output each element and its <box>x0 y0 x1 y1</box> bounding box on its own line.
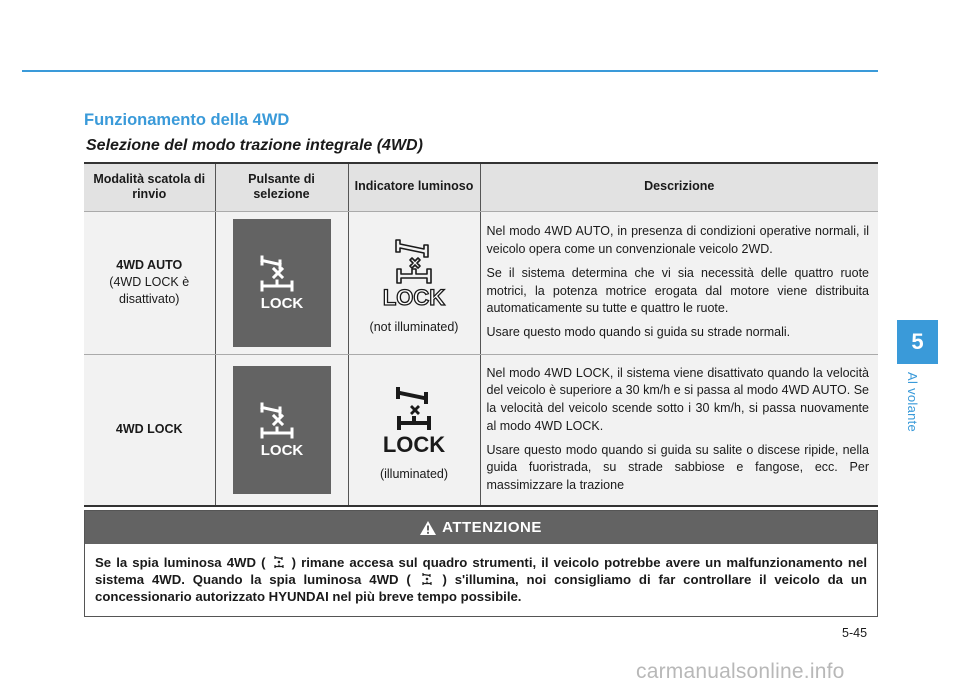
warning-text-part: Se la spia luminosa 4WD ( <box>95 555 266 570</box>
indicator-state: (illuminated) <box>379 467 449 482</box>
subtitle: Selezione del modo trazione integrale (4WD) <box>86 137 423 154</box>
mode-table <box>84 162 878 507</box>
table-row <box>84 211 878 354</box>
button-cell <box>215 354 348 506</box>
mode-cell <box>84 354 215 506</box>
mode-name: 4WD LOCK <box>115 422 183 437</box>
indicator-cell <box>348 211 480 354</box>
description-paragraph: Usare questo modo quando si guida su salite o discese ripide, nella guida fuoristrada, su strade sabbiose e fangose, ecc. Per massimizzare la trazione <box>486 442 869 492</box>
indicator-lock-label: LOCK <box>382 285 446 310</box>
description-paragraph: Nel modo 4WD AUTO, in presenza di condizioni operative normali, il veicolo opera come un convenzionale veicolo 2WD. <box>486 224 869 256</box>
description-cell <box>480 211 878 354</box>
warning-triangle-icon <box>420 521 436 535</box>
description-paragraph: Se il sistema determina che vi sia necessità delle quattro ruote motrici, la potenza motrice erogata dal motore viene distribuita automaticamente su tutte e quattro le ruote. <box>486 265 869 316</box>
4wd-lock-indicator-outline-icon <box>381 231 447 311</box>
indicator-lock-label: LOCK <box>382 432 446 458</box>
button-cell <box>215 211 348 354</box>
chapter-title: Al volante <box>905 372 920 433</box>
table-row <box>84 354 878 506</box>
warning-text <box>85 544 877 605</box>
mode-note: (4WD LOCK è disattivato) <box>109 275 190 306</box>
page-number: 5-45 <box>842 626 868 640</box>
header-indicator: Indicatore luminoso <box>348 163 480 211</box>
warning-text-part: ) s'illumina, noi consigliamo di far controllare il veicolo da un concessionario autorizzato HYUNDAI nel più breve tempo possibile. <box>95 572 867 605</box>
4wd-warning-light-icon <box>273 555 285 570</box>
warning-header <box>85 511 877 544</box>
4wd-warning-light-icon <box>421 572 433 587</box>
warning-text-part: ) rimane accesa sul quadro strumenti, il veicolo potrebbe avere un malfunzionamento nel sistema 4WD. Quando la spia luminosa 4WD ( <box>95 555 867 588</box>
top-rule <box>22 70 878 72</box>
indicator-cell <box>348 354 480 506</box>
chapter-tab: 5 <box>897 320 938 364</box>
description-paragraph: Usare questo modo quando si guida su strade normali. <box>486 325 791 339</box>
indicator-state: (not illuminated) <box>369 320 459 334</box>
4wd-lock-indicator-solid-icon <box>381 378 447 458</box>
mode-name: 4WD AUTO <box>116 258 183 273</box>
header-button: Pulsante di selezione <box>215 163 348 211</box>
watermark: carmanualsonline.info <box>636 660 845 683</box>
table-header-row <box>84 163 878 211</box>
4wd-lock-button[interactable] <box>233 366 331 494</box>
4wd-lock-button[interactable] <box>233 219 331 347</box>
4wd-lock-button-icon <box>252 252 312 314</box>
button-lock-label: LOCK <box>260 441 303 459</box>
header-description: Descrizione <box>480 163 878 211</box>
section-title: Funzionamento della 4WD <box>84 111 290 129</box>
button-lock-label: LOCK <box>260 294 303 312</box>
mode-cell <box>84 211 215 354</box>
description-cell <box>480 354 878 506</box>
description-paragraph: Nel modo 4WD LOCK, il sistema viene disattivato quando la velocità del veicolo è superiore a 30 km/h e si passa al modo 4WD AUTO. Se la velocità del veicolo scende sotto i 30 km/h, si passa nuovamente al modo 4WD LOCK. <box>486 365 869 433</box>
header-mode: Modalità scatola di rinvio <box>84 163 215 211</box>
warning-box <box>84 510 878 617</box>
4wd-lock-button-icon <box>252 399 312 461</box>
warning-title: ATTENZIONE <box>442 519 542 536</box>
